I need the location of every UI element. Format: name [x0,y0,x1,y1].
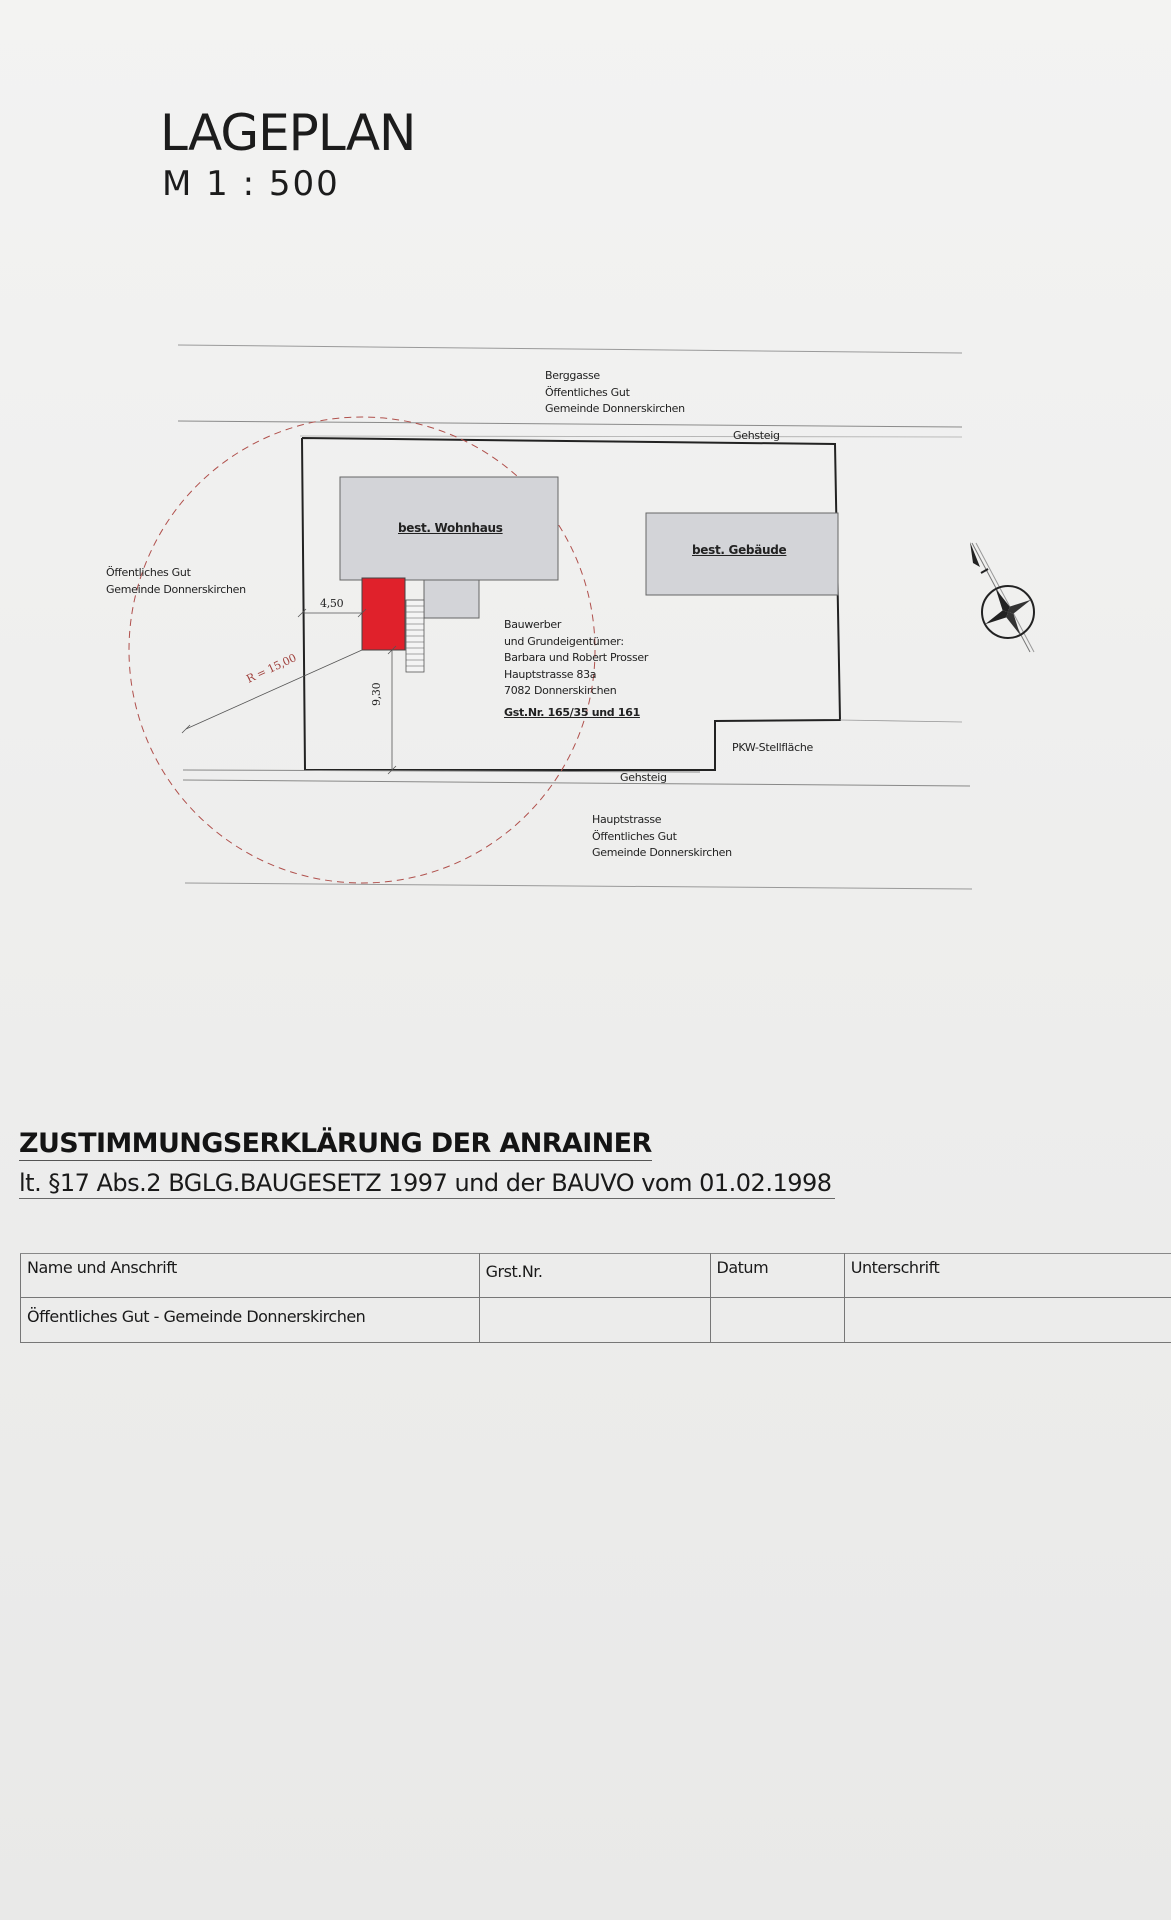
parcel-number: Gst.Nr. 165/35 und 161 [504,706,640,719]
column-header-name: Name und Anschrift [21,1254,480,1298]
consent-legal-reference: lt. §17 Abs.2 BGLG.BAUGESETZ 1997 und der BAUVO vom 01.02.1998 [19,1169,835,1199]
owner-street: Hauptstrasse 83a [504,667,597,681]
south-street-name: Hauptstrasse [592,813,662,826]
column-header-signature: Unterschrift [844,1254,1171,1298]
scale-label: M 1 : 500 [162,164,340,204]
sidewalk-top-label: Gehsteig [733,429,780,442]
owner-role-2: und Grundeigentümer: [504,634,624,648]
north-street-name: Berggasse [545,369,600,382]
west-neighbor-municipality: Gemeinde Donnerskirchen [106,582,246,596]
column-header-date: Datum [710,1254,844,1298]
owner-names: Barbara und Robert Prosser [504,651,649,664]
sidewalk-bottom-label: Gehsteig [620,771,667,784]
south-street-municipality: Gemeinde Donnerskirchen [592,846,732,859]
south-street-label [592,812,732,862]
parking-label: PKW-Stellfläche [732,741,813,754]
radius-label: R = 15,00 [244,651,299,686]
dimension-side: 4,50 [320,597,344,610]
west-neighbor-owner: Öffentliches Gut [106,566,191,579]
table-row [21,1298,1171,1343]
building-other-label: best. Gebäude [692,543,787,557]
owner-role: Bauwerber [504,618,562,631]
page-title: LAGEPLAN [160,104,416,162]
west-neighbor-label [106,565,246,598]
north-street-owner: Öffentliches Gut [545,385,630,399]
column-header-parcel: Grst.Nr. [479,1254,710,1298]
cell-parcel[interactable] [479,1298,710,1343]
cell-signature[interactable] [844,1298,1171,1343]
consent-heading: ZUSTIMMUNGSERKLÄRUNG DER ANRAINER [19,1128,652,1159]
table-header-row [21,1254,1171,1298]
consent-table [20,1253,1171,1343]
compass-north-arrow-icon [970,542,1034,652]
south-street-owner: Öffentliches Gut [592,829,677,843]
cell-name: Öffentliches Gut - Gemeinde Donnerskirchen [21,1298,480,1343]
north-street-label [545,368,685,418]
owner-info [504,617,648,700]
owner-city: 7082 Donnerskirchen [504,684,617,697]
north-street-municipality: Gemeinde Donnerskirchen [545,402,685,415]
building-main-label: best. Wohnhaus [398,521,503,535]
cell-date[interactable] [710,1298,844,1343]
dimension-front: 9,30 [370,682,383,706]
